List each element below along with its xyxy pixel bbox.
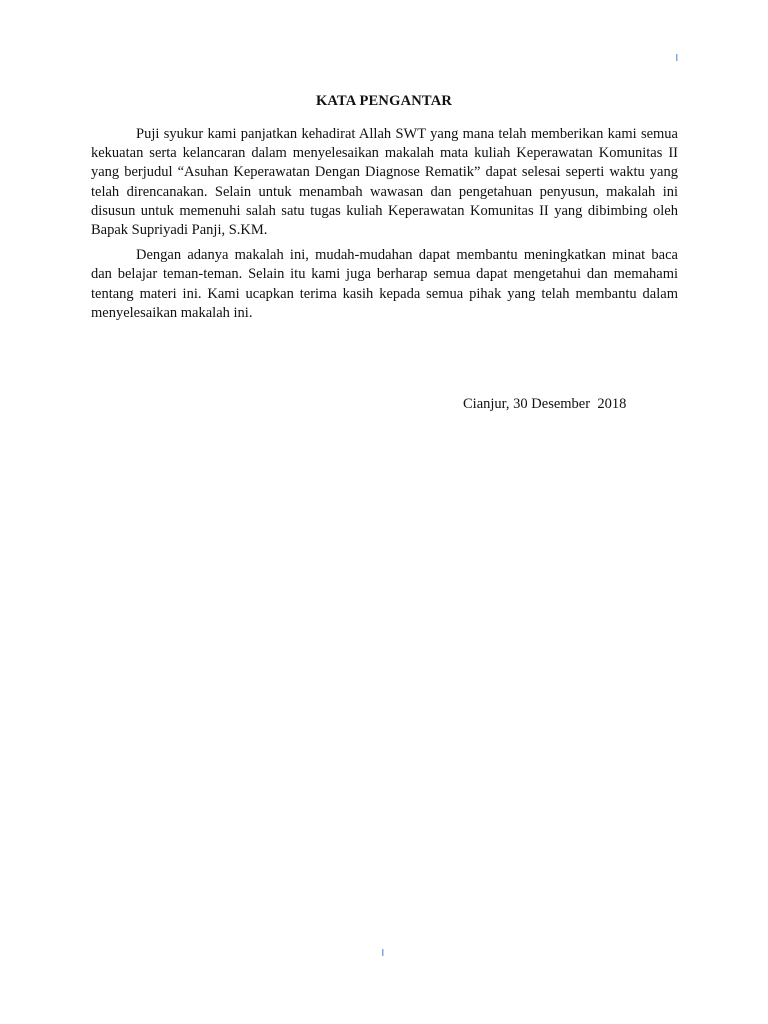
footer-page-mark: ı [381,944,385,959]
paragraph-1: Puji syukur kami panjatkan kehadirat Allah SWT yang mana telah memberikan kami semua kekuatan serta kelancaran dalam menyelesaikan makalah mata kuliah Keperawatan Komunitas II yang berjudul “Asuhan Keperawatan Dengan Diagnose Rematik” dapat selesai seperti waktu yang telah direncanakan. Selain untuk menambah wawasan dan pengetahuan penyusun, makalah ini disusun untuk memenuhi salah satu tugas kuliah Keperawatan Komunitas II yang dibimbing oleh Bapak Supriyadi Panji, S.KM. [91,126,678,239]
body-text [91,125,678,329]
page-title: KATA PENGANTAR [315,93,453,109]
paragraph-2: Dengan adanya makalah ini, mudah-mudahan dapat membantu meningkatkan minat baca dan belajar teman-teman. Selain itu kami juga berharap semua dapat mengetahui dan memahami tentang materi ini. Kami ucapkan terima kasih kepada semua pihak yang telah membantu dalam menyelesaikan makalah ini. [91,247,678,321]
header-page-mark: ı [675,49,679,64]
closing-place-date: Cianjur, 30 Desember 2018 [463,396,627,412]
